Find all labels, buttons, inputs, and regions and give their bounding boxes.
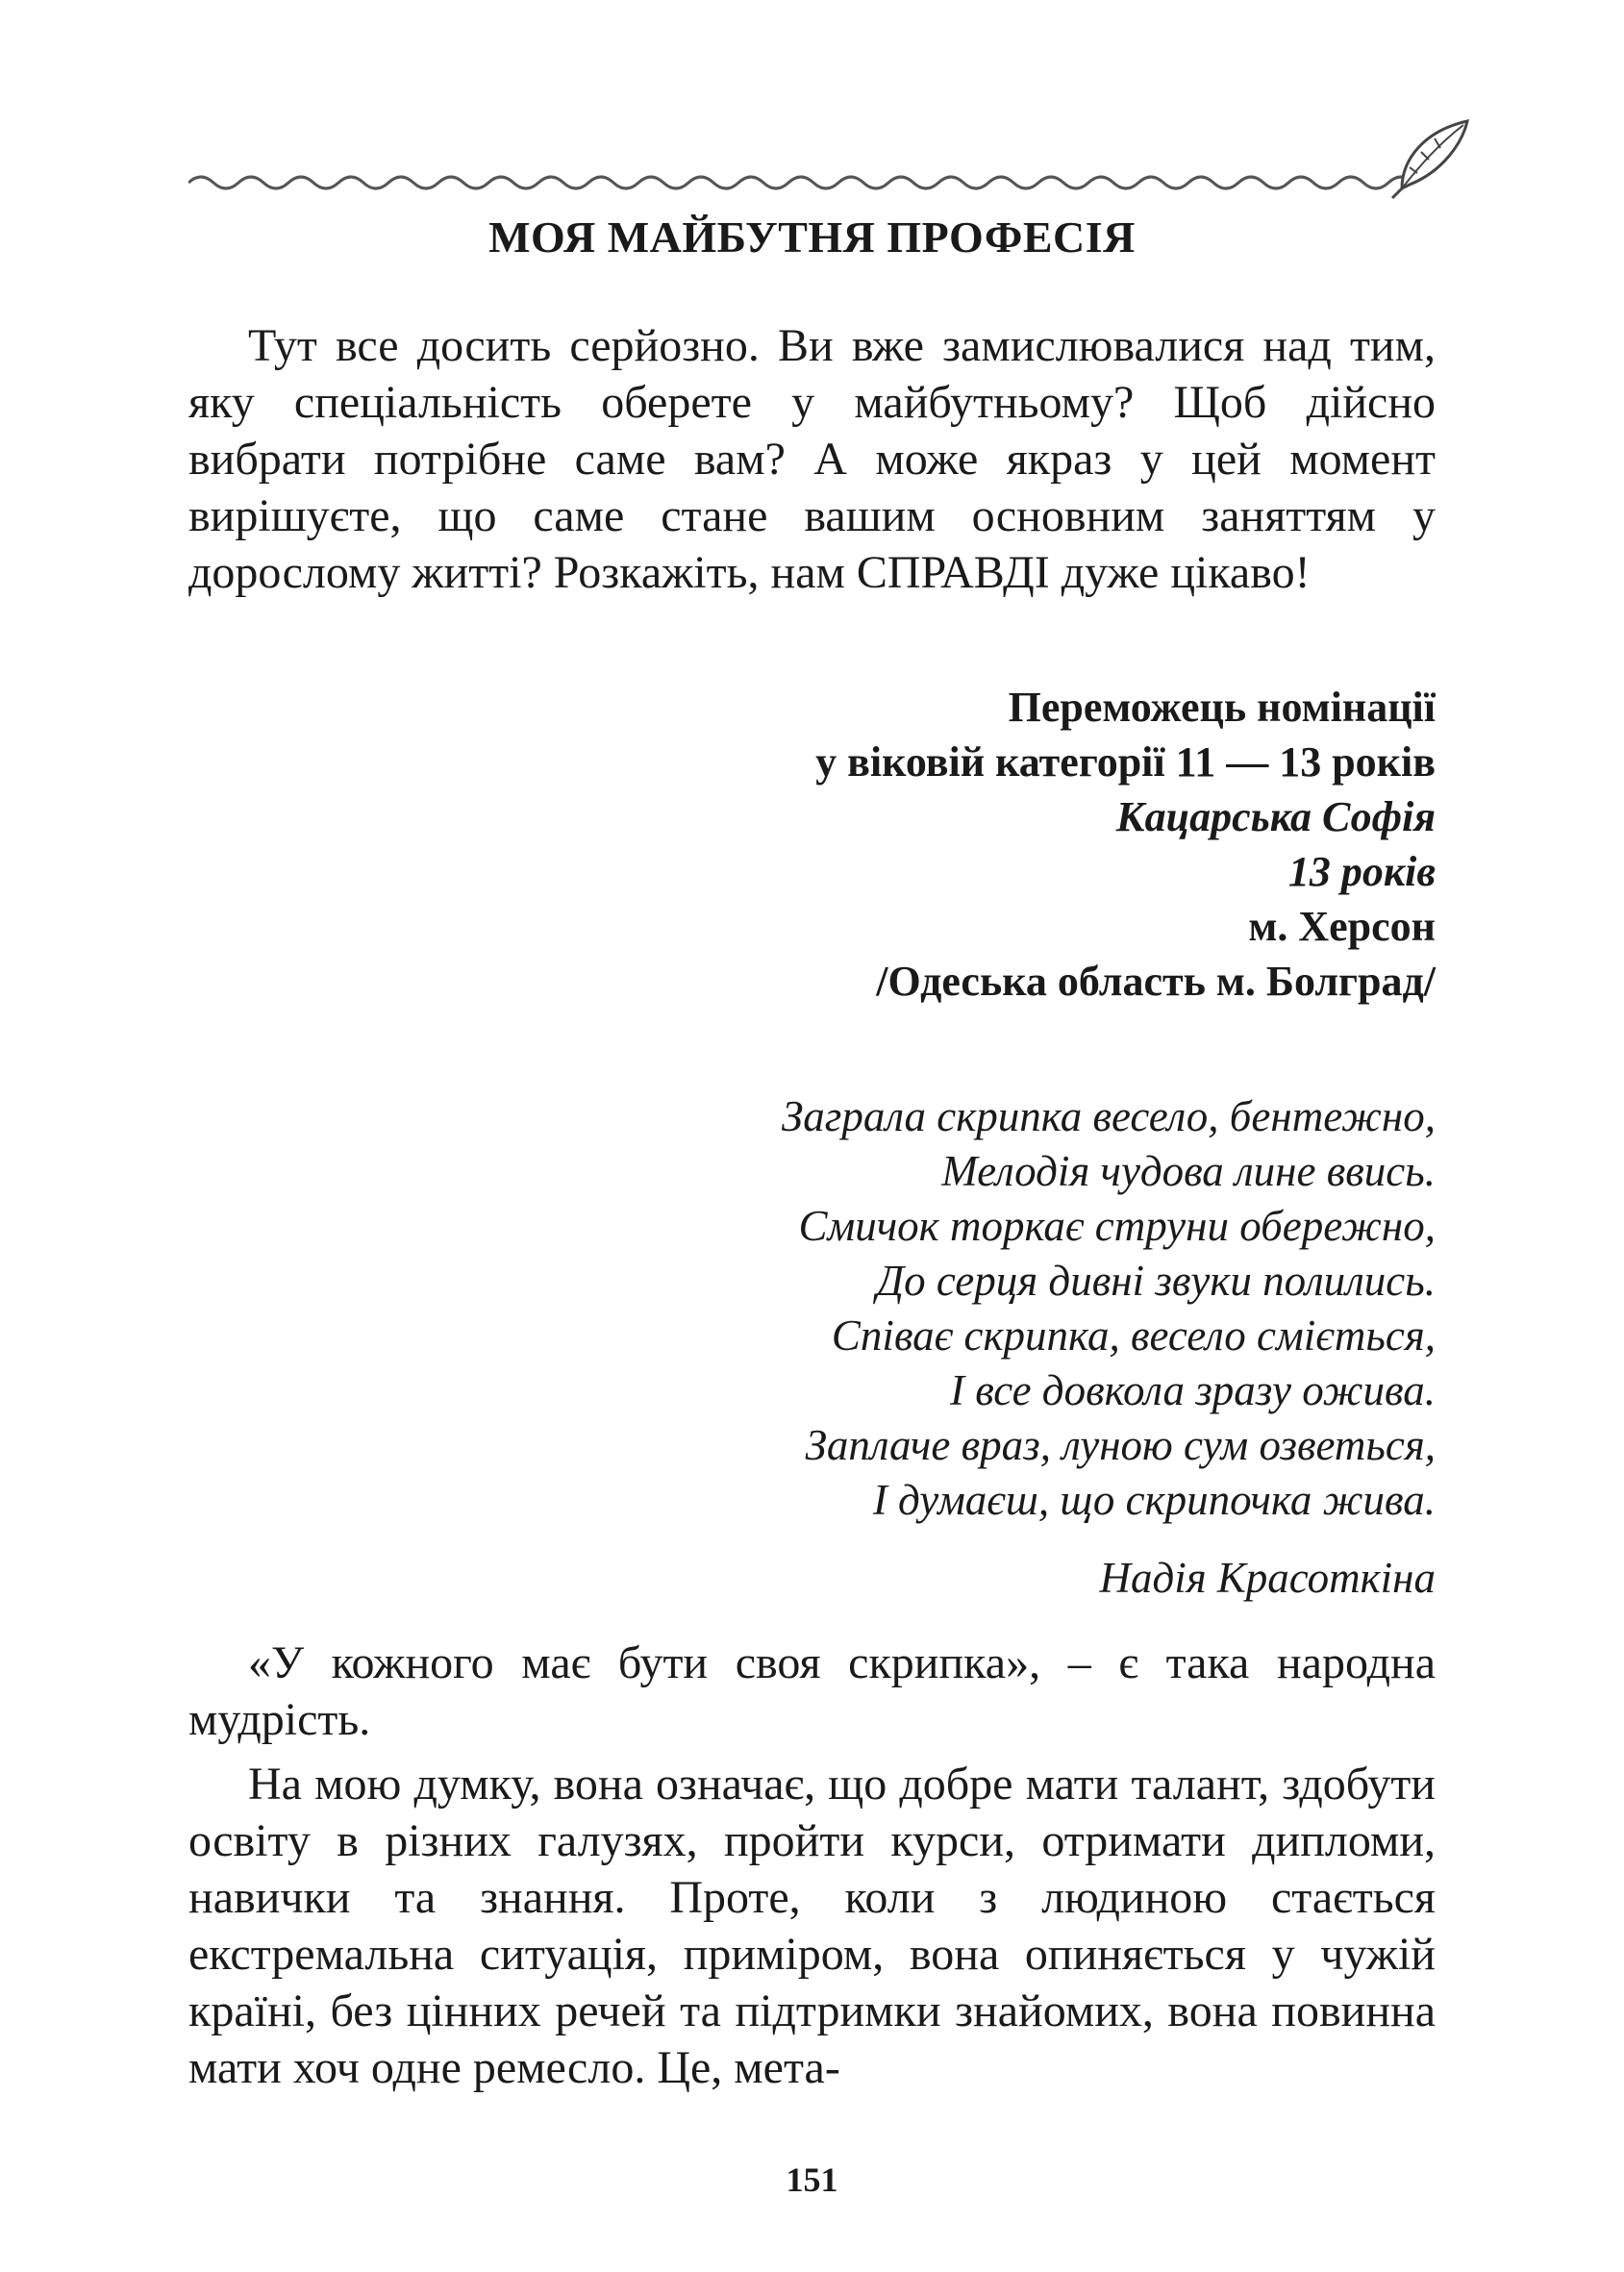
- poem-line: І думаєш, що скрипочка жива.: [872, 1476, 1436, 1524]
- page-number: 151: [786, 2160, 838, 2199]
- poem-line: До серця дивні звуки полились.: [876, 1257, 1436, 1305]
- body-paragraph-2: На мою думку, вона означає, що добре мати талант, здобути освіту в різних галузях, пройти курси, отримати дипломи, навички та знання. Проте, коли з людиною стається екстремальна ситуація, приміром, вона опиняється у чужій країні, без цінних речей та підтримки знайомих, вона повинна мати хоч одне ремесло. Це, мета-: [188, 1759, 1436, 2093]
- poem-epigraph: [782, 1089, 1436, 1528]
- credits-block: [815, 680, 1436, 1009]
- credits-category: у віковій категорії 11 — 13 років: [815, 738, 1436, 786]
- credits-city: м. Херсон: [1248, 903, 1436, 950]
- poem-line: Заплаче враз, луною сум озветься,: [805, 1421, 1436, 1469]
- wavy-divider-with-quill: [188, 113, 1477, 200]
- credits-region: /Одеська область м. Болград/: [876, 958, 1436, 1005]
- feather-quill-icon: [1392, 121, 1467, 198]
- poem-author: Надія Красоткіна: [1099, 1554, 1436, 1602]
- credits-age: 13 років: [1287, 848, 1436, 895]
- wavy-line: [188, 177, 1413, 188]
- intro-paragraph: Тут все досить серйозно. Ви вже замислювалися над тим, яку спеціальність оберете у майбутньому? Щоб дійсно вибрати потрібне саме вам? А може якраз у цей момент вирішуєте, що саме стане вашим основним заняттям у дорослому житті? Розкажіть, нам СПРАВДІ дуже цікаво!: [188, 320, 1436, 598]
- poem-line: Мелодія чудова лине ввись.: [941, 1147, 1436, 1195]
- page-title: МОЯ МАЙБУТНЯ ПРОФЕСІЯ: [488, 212, 1136, 262]
- body-paragraph-1: «У кожного має бути своя скрипка», – є така народна мудрість.: [188, 1637, 1436, 1745]
- poem-line: Співає скрипка, весело сміється,: [831, 1311, 1436, 1360]
- credits-award: Переможець номінації: [1008, 684, 1436, 731]
- credits-name: Кацарська Софія: [1115, 793, 1436, 840]
- poem-line: Смичок торкає струни обережно,: [798, 1202, 1436, 1250]
- poem-line: І все довкола зразу ожива.: [950, 1366, 1436, 1414]
- poem-line: Заграла скрипка весело, бентежно,: [782, 1092, 1436, 1140]
